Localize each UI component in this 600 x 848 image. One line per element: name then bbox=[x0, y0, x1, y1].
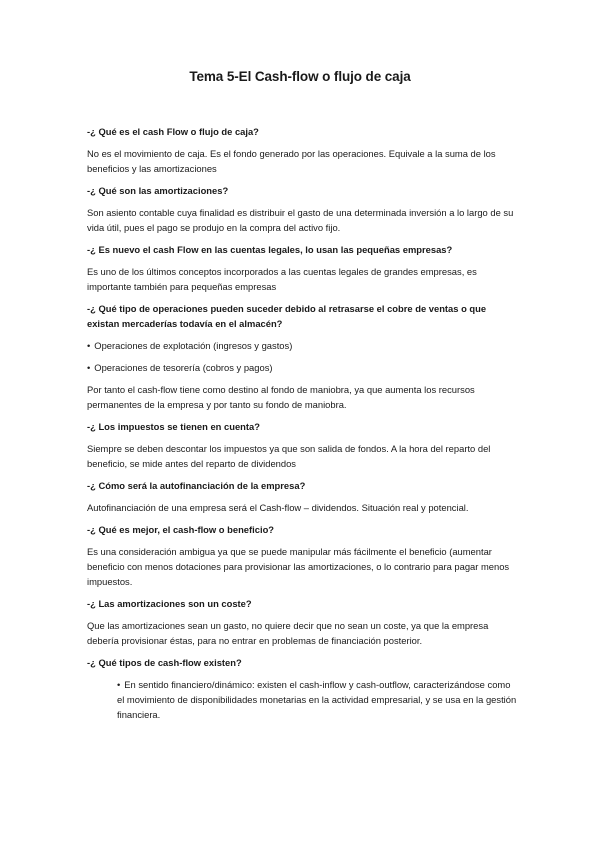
question-heading: -¿ Qué tipos de cash-flow existen? bbox=[87, 657, 242, 668]
answer-paragraph: Siempre se deben descontar los impuestos ya que son salida de fondos. A la hora del reparto del beneficio, se mide antes del reparto de dividendos bbox=[87, 443, 491, 469]
bullet-icon: • bbox=[87, 340, 91, 351]
list-item-text: En sentido financiero/dinámico: existen el cash-inflow y cash-outflow, caracterizándose como el movimiento de disponibilidades monetarias en la actividad empresarial, y se usa en la gestión financiera. bbox=[117, 679, 517, 720]
answer-paragraph: Son asiento contable cuya finalidad es distribuir el gasto de una determinada inversión a lo largo de su vida útil, pues el pago se produjo en la compra del activo fijo. bbox=[87, 207, 514, 233]
question-heading: -¿ Es nuevo el cash Flow en las cuentas legales, lo usan las pequeñas empresas? bbox=[87, 244, 453, 255]
question-heading: -¿ Las amortizaciones son un coste? bbox=[87, 598, 252, 609]
question-heading: -¿ Cómo será la autofinanciación de la empresa? bbox=[87, 480, 306, 491]
question-heading: -¿ Los impuestos se tienen en cuenta? bbox=[87, 421, 260, 432]
question-heading: -¿ Qué tipo de operaciones pueden suceder debido al retrasarse el cobre de ventas o que existan mercaderías todavía en el almacén? bbox=[87, 303, 487, 329]
list-item bbox=[87, 338, 517, 353]
document-body bbox=[87, 124, 517, 729]
question-heading: -¿ Qué es el cash Flow o flujo de caja? bbox=[87, 126, 259, 137]
answer-paragraph: Por tanto el cash-flow tiene como destino al fondo de maniobra, ya que aumenta los recursos permanentes de la empresa y por tanto su fondo de maniobra. bbox=[87, 384, 475, 410]
document-title: Tema 5-El Cash-flow o flujo de caja bbox=[189, 69, 411, 84]
answer-paragraph: No es el movimiento de caja. Es el fondo generado por las operaciones. Equivale a la suma de los beneficios y las amortizaciones bbox=[87, 148, 496, 174]
list-item bbox=[87, 360, 517, 375]
answer-paragraph: Es una consideración ambigua ya que se puede manipular más fácilmente el beneficio (aumentar beneficio con menos dotaciones para provisionar las amortizaciones, o lo contrario para pagar menos impuestos. bbox=[87, 546, 510, 587]
answer-paragraph: Autofinanciación de una empresa será el Cash-flow – dividendos. Situación real y potencial. bbox=[87, 502, 469, 513]
bullet-icon: • bbox=[117, 679, 121, 690]
bullet-icon: • bbox=[87, 362, 91, 373]
list-item bbox=[87, 677, 517, 722]
question-heading: -¿ Qué es mejor, el cash-flow o beneficio? bbox=[87, 524, 275, 535]
list-item-text: Operaciones de explotación (ingresos y gastos) bbox=[94, 340, 293, 351]
answer-paragraph: Es uno de los últimos conceptos incorporados a las cuentas legales de grandes empresas, es importante también para pequeñas empresas bbox=[87, 266, 477, 292]
question-heading: -¿ Qué son las amortizaciones? bbox=[87, 185, 229, 196]
answer-paragraph: Que las amortizaciones sean un gasto, no quiere decir que no sean un coste, ya que la empresa debería provisionar éstas, para no entrar en problemas de financiación posterior. bbox=[87, 620, 489, 646]
list-item-text: Operaciones de tesorería (cobros y pagos) bbox=[94, 362, 273, 373]
